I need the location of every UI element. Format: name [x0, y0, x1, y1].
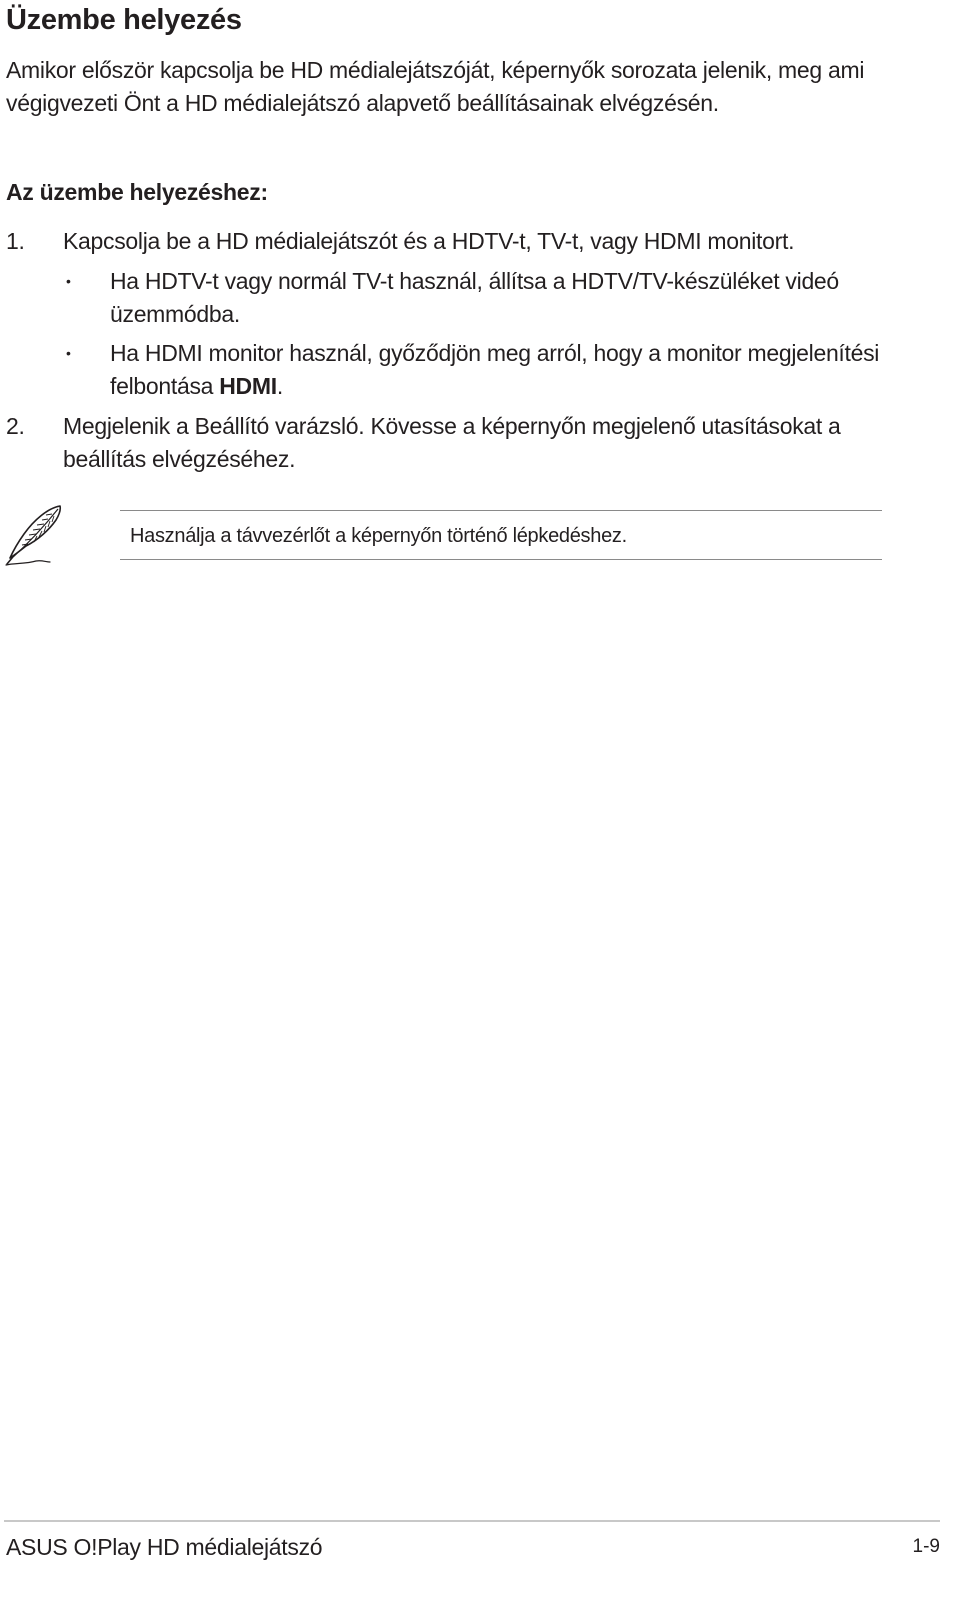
page-title: Üzembe helyezés: [6, 4, 242, 36]
bullet-hdmi-text: [110, 337, 886, 403]
bullet-hdtv-text: Ha HDTV-t vagy normál TV-t használ, állítsa a HDTV/TV-készüléket videó üzemmódba.: [110, 268, 839, 327]
bullet-hdmi-text-end: .: [276, 373, 283, 399]
note-bottom-rule: [120, 559, 882, 560]
bullet-hdmi: [66, 337, 886, 403]
bullet-dot: •: [66, 345, 71, 361]
intro-paragraph: Amikor először kapcsolja be HD médialejátszóját, képernyők sorozata jelenik, meg ami végigvezeti Önt a HD médialejátszó alapvető beállításainak elvégzésén.: [6, 57, 865, 116]
note-top-rule: [120, 510, 882, 511]
step-1: [6, 225, 906, 258]
footer-product-name: ASUS O!Play HD médialejátszó: [6, 1534, 323, 1560]
step-2: [6, 410, 906, 476]
bullet-dot: •: [66, 273, 71, 289]
footer-page-number: 1-9: [912, 1536, 940, 1557]
step-1-number: 1.: [6, 228, 25, 254]
bullet-hdmi-text-main: Ha HDMI monitor használ, győződjön meg arról, hogy a monitor megjelenítési felbontása: [110, 340, 880, 399]
footer-rule: [4, 1520, 940, 1522]
section-subheading: Az üzembe helyezéshez:: [6, 179, 268, 205]
feather-quill-icon: [2, 500, 68, 568]
note-text: Használja a távvezérlőt a képernyőn történő lépkedéshez.: [130, 525, 627, 547]
bullet-hdtv: [66, 265, 886, 331]
step-2-text: Megjelenik a Beállító varázsló. Kövesse a képernyőn megjelenő utasításokat a beállítás elvégzéséhez.: [63, 413, 841, 472]
hdmi-emphasis: HDMI: [219, 373, 277, 399]
step-2-number: 2.: [6, 413, 25, 439]
step-1-text: Kapcsolja be a HD médialejátszót és a HDTV-t, TV-t, vagy HDMI monitort.: [63, 228, 795, 254]
